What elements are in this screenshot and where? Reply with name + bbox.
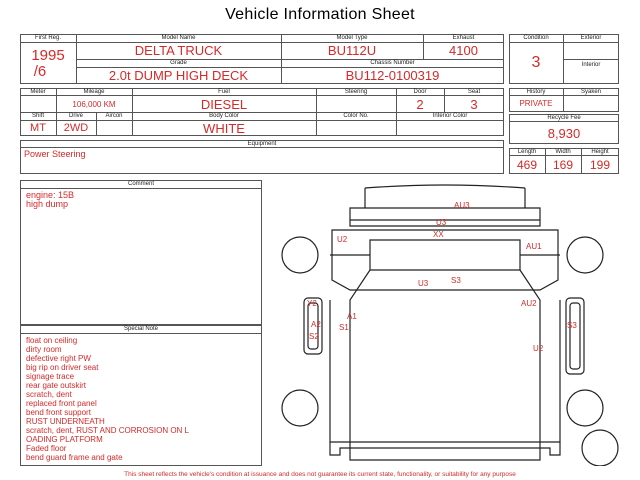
body-color-value: WHITE — [203, 121, 245, 136]
damage-code: Y2 — [307, 299, 317, 308]
recycle-fee-label: Recycle Fee — [547, 115, 581, 121]
damage-code: A1 — [347, 312, 357, 321]
interior-color-label: Interior Color — [432, 113, 468, 119]
damage-code: S1 — [339, 323, 349, 332]
condition-label: Condition — [523, 35, 549, 41]
shift-value: MT — [30, 122, 46, 134]
model-type-label: Model Type — [336, 35, 368, 41]
special-note-line: bend front support — [26, 408, 91, 417]
special-note-text — [26, 336, 189, 462]
diagram-bed — [330, 300, 560, 442]
special-note-line: float on ceiling — [26, 336, 78, 345]
special-note-line: scratch, dent, RUST AND CORROSION ON L — [26, 426, 190, 435]
rear-right-wheel — [567, 390, 603, 426]
special-note-line: dirty room — [26, 345, 62, 354]
comment-text — [26, 191, 74, 209]
damage-code: AU2 — [521, 299, 537, 308]
mileage-label: Mileage — [83, 89, 105, 95]
special-note-line: bend guard frame and gate — [26, 453, 123, 462]
special-note-line: rear gate outskirt — [26, 381, 87, 390]
right-side-panel — [566, 298, 584, 374]
shift-label: Shift — [31, 113, 44, 119]
model-name-value: DELTA TRUCK — [134, 43, 223, 58]
damage-code: AU1 — [526, 242, 542, 251]
special-note-line: scratch, dent — [26, 390, 72, 399]
damage-code: XX — [433, 230, 444, 239]
exhaust-label: Exhaust — [452, 35, 475, 41]
width-value: 169 — [552, 158, 574, 172]
grade-value: 2.0t DUMP HIGH DECK — [108, 68, 249, 83]
damage-code: U2 — [533, 344, 544, 353]
damage-code: U3 — [418, 279, 429, 288]
chassis-number-value: BU112-0100319 — [345, 68, 440, 83]
special-note-line: big rip on driver seat — [26, 363, 99, 372]
length-value: 469 — [516, 158, 538, 172]
aircon-label: Aircon — [105, 113, 123, 119]
width-label: Width — [555, 149, 571, 155]
damage-code: S3 — [567, 321, 577, 330]
exhaust-value: 4100 — [449, 43, 478, 58]
model-type-value: BU112U — [327, 43, 377, 58]
drive-label: Drive — [68, 113, 83, 119]
first-reg-label: First Reg. — [34, 35, 61, 41]
special-note-line: OADING PLATFORM — [26, 435, 103, 444]
color-no-label: Color No. — [343, 113, 369, 119]
front-right-wheel — [567, 237, 603, 273]
damage-code: U3 — [436, 218, 447, 227]
comment-line: high dump — [26, 199, 69, 209]
equipment-label: Equipment — [247, 141, 277, 147]
door-label: Door — [413, 89, 427, 95]
front-left-wheel — [282, 237, 318, 273]
special-note-line: defective right PW — [26, 354, 91, 363]
special-note-line: signage trace — [26, 372, 75, 381]
history-value: PRIVATE — [519, 99, 553, 108]
seat-value: 3 — [470, 97, 478, 112]
page-title: Vehicle Information Sheet — [225, 6, 415, 23]
length-label: Length — [517, 149, 537, 155]
equipment-value: Power Steering — [24, 149, 86, 159]
history-label: History — [526, 89, 546, 95]
door-value: 2 — [416, 97, 424, 112]
interior-label: Interior — [581, 62, 601, 68]
height-value: 199 — [589, 158, 611, 172]
drive-value: 2WD — [63, 122, 89, 134]
special-note-label: Special Note — [123, 326, 159, 332]
comment-label: Comment — [127, 181, 154, 187]
steering-label: Steering — [344, 89, 368, 95]
special-note-line: RUST UNDERNEATH — [26, 417, 105, 426]
first-reg-month: /6 — [33, 63, 47, 80]
body-color-label: Body Color — [209, 113, 239, 119]
grade-label: Grade — [170, 60, 187, 66]
exterior-label: Exterior — [580, 35, 602, 41]
diagram-cab — [332, 230, 558, 290]
fuel-value: DIESEL — [200, 97, 248, 112]
meter-label: Meter — [30, 89, 46, 95]
rear-left-wheel — [282, 390, 318, 426]
height-label: Height — [591, 149, 609, 155]
damage-code: S3 — [451, 276, 461, 285]
special-note-line: replaced front panel — [26, 399, 97, 408]
seat-label: Seat — [467, 89, 481, 95]
comment-line: engine: 15B — [26, 190, 75, 200]
damage-code: S2 — [309, 332, 319, 341]
footer-disclaimer: This sheet reflects the vehicle's condition at issuance and does not guarantee its current state, functionality, or suitability for any purpose — [124, 471, 516, 478]
first-reg-year: 1995 — [31, 47, 65, 64]
fuel-label: Fuel — [218, 89, 230, 95]
condition-value: 3 — [531, 54, 541, 71]
mileage-value: 106,000 KM — [72, 100, 116, 109]
damage-code: U2 — [337, 235, 348, 244]
syaken-label: Syaken — [580, 89, 601, 95]
special-note-line: Faded floor — [26, 444, 67, 453]
damage-code: AU3 — [454, 201, 470, 210]
recycle-fee-value: 8,930 — [547, 126, 581, 141]
model-name-label: Model Name — [161, 35, 196, 41]
chassis-number-label: Chassis Number — [370, 60, 415, 66]
damage-code: A2 — [311, 320, 321, 329]
